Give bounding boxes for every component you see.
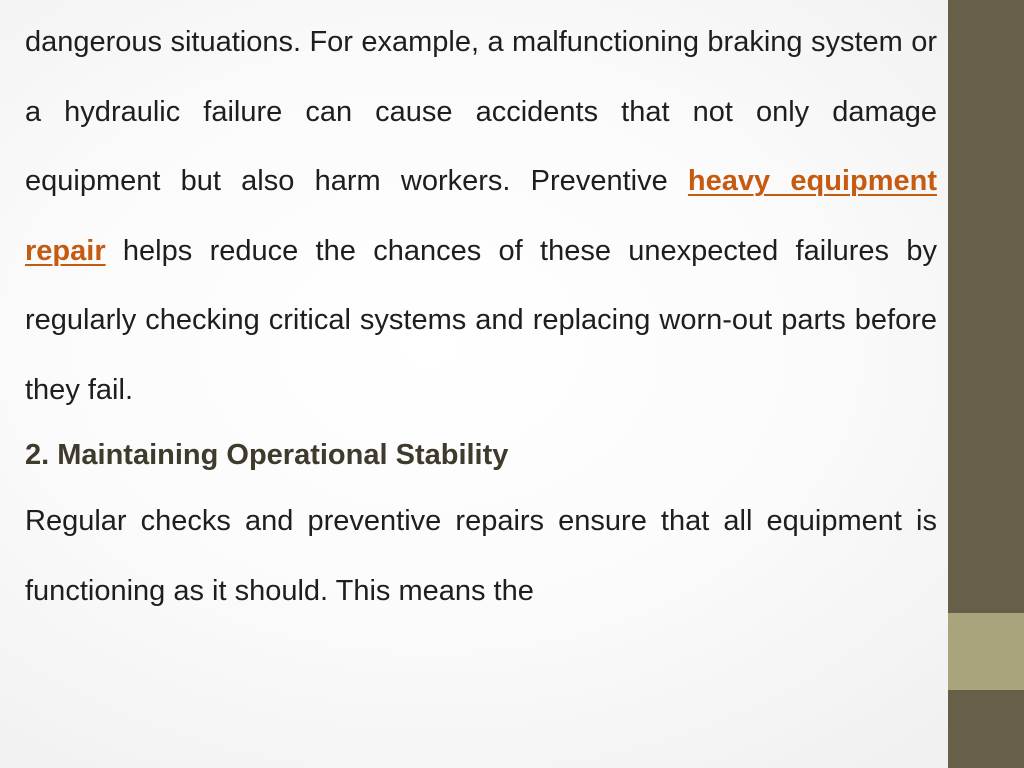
paragraph-2: Regular checks and preventive repairs ensure that all equipment is functioning as it should. This means the xyxy=(25,505,937,607)
decorative-sidebar xyxy=(948,0,1024,768)
paragraph-1 xyxy=(25,8,937,425)
section-heading: 2. Maintaining Operational Stability xyxy=(25,439,509,471)
paragraph-1-text-before-link: dangerous situations. For example, a malfunctioning braking system or a hydraulic failure can cause accidents that not only damage equipment but also harm workers. Preventive xyxy=(25,26,937,197)
slide-content xyxy=(25,8,937,626)
heavy-equipment-repair-link[interactable]: heavy equipment repair xyxy=(25,165,937,267)
paragraph-1-text-after-link: helps reduce the chances of these unexpected failures by regularly checking critical systems and replacing worn-out parts before they fail. xyxy=(25,234,937,406)
sidebar-accent-block xyxy=(948,613,1024,690)
